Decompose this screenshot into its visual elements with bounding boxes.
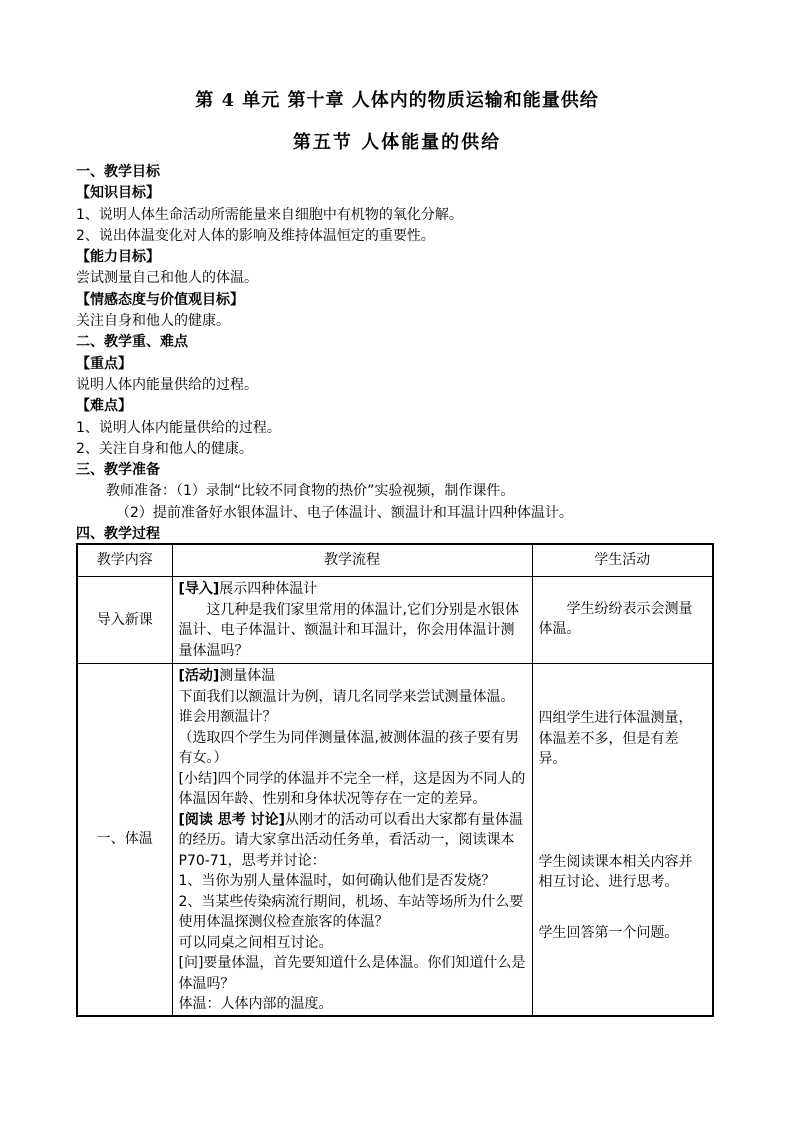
read-think-discuss-tag: [阅读 思考 讨论] <box>178 811 286 828</box>
content-cell: 导入新课 <box>77 577 172 664</box>
student-activity: 学生阅读课本相关内容并相互讨论、进行思考。 <box>538 853 693 890</box>
activity-tag: [活动] <box>178 668 220 684</box>
knowledge-goal-item: 2、说出体温变化对人体的影响及维持体温恒定的重要性。 <box>76 227 435 244</box>
knowledge-goal-item: 1、说明人体生命活动所需能量来自细胞中有机物的氧化分解。 <box>76 206 463 223</box>
column-header: 教学内容 <box>77 544 172 577</box>
table-row <box>77 664 713 1016</box>
process-heading: 四、教学过程 <box>76 526 160 543</box>
goals-heading: 一、教学目标 <box>76 164 160 180</box>
key-points-heading: 二、教学重、难点 <box>76 334 188 351</box>
summary-paragraph: [小结]四个同学的体温并不完全一样，这是因为不同人的体温因年龄、性别和身体状况等存在一定的差异。 <box>178 770 526 807</box>
lesson-body <box>76 162 716 545</box>
question-item: 2、当某些传染病流行期间，机场、车站等场所为什么要使用体温探测仪检查旅客的体温？ <box>178 893 524 930</box>
ability-goal-label: 【能力目标】 <box>76 249 160 266</box>
preparation-line: 教师准备：（1）录制“比较不同食物的热价”实验视频，制作课件。 <box>106 483 515 500</box>
flow-cell <box>172 664 532 1016</box>
ability-goal-text: 尝试测量自己和他人的体温。 <box>76 270 258 287</box>
emotion-goal-label: 【情感态度与价值观目标】 <box>76 291 244 308</box>
student-activity: 四组学生进行体温测量，体温差不多，但是有差异。 <box>538 710 693 767</box>
column-header: 教学流程 <box>172 544 532 577</box>
content-cell: 一、体温 <box>77 664 172 1016</box>
section-title: 第五节 人体能量的供给 <box>292 132 502 153</box>
flow-title: 展示四种体温计 <box>219 581 318 597</box>
flow-paragraph: [问]要量体温，首先要知道什么是体温。你们知道什么是体温吗？ <box>178 955 526 992</box>
flow-paragraph: 可以同桌之间相互讨论。 <box>178 934 333 951</box>
teaching-process-table <box>76 543 714 1017</box>
activity-title: 测量体温 <box>219 668 276 684</box>
flow-cell <box>172 577 532 664</box>
definition-paragraph: 体温：人体内部的温度。 <box>178 996 333 1012</box>
column-header: 学生活动 <box>532 544 713 577</box>
flow-paragraph: （选取四个学生为同伴测量体温,被测体温的孩子要有男有女。） <box>178 729 519 766</box>
student-cell: 学生纷纷表示会测量体温。 <box>532 577 713 664</box>
key-point-text: 说明人体内能量供给的过程。 <box>76 376 258 393</box>
flow-paragraph: 下面我们以额温计为例，请几名同学来尝试测量体温。谁会用额温计？ <box>178 688 515 725</box>
student-cell <box>532 664 713 1016</box>
table-row <box>77 577 713 664</box>
difficult-point-item: 1、说明人体内能量供给的过程。 <box>76 419 281 436</box>
difficult-point-item: 2、关注自身和他人的健康。 <box>76 440 253 457</box>
read-text: 从刚才的活动可以看出大家都有量体温的经历。请大家拿出活动任务单，看活动一，阅读课本 P70-71，思考并讨论： <box>178 811 524 869</box>
preparation-heading: 三、教学准备 <box>76 462 160 479</box>
preparation-line: （2）提前准备好水银体温计、电子体温计、额温计和耳温计四种体温计。 <box>116 504 573 521</box>
unit-chapter-title: 第 4 单元 第十章 人体内的物质运输和能量供给 <box>195 90 599 111</box>
difficult-point-label: 【难点】 <box>76 398 132 415</box>
student-activity: 学生回答第一个问题。 <box>538 924 679 941</box>
knowledge-goal-label: 【知识目标】 <box>76 185 160 202</box>
question-item: 1、当你为别人量体温时，如何确认他们是否发烧？ <box>178 873 496 889</box>
flow-tag: [导入] <box>178 581 220 597</box>
table-header-row <box>77 544 713 577</box>
key-point-label: 【重点】 <box>76 355 132 372</box>
flow-text: 这几种是我们家里常用的体温计,它们分别是水银体温计、电子体温计、额温计和耳温计，你会用体温计测量体温吗？ <box>178 601 519 659</box>
emotion-goal-text: 关注自身和他人的健康。 <box>76 313 230 330</box>
